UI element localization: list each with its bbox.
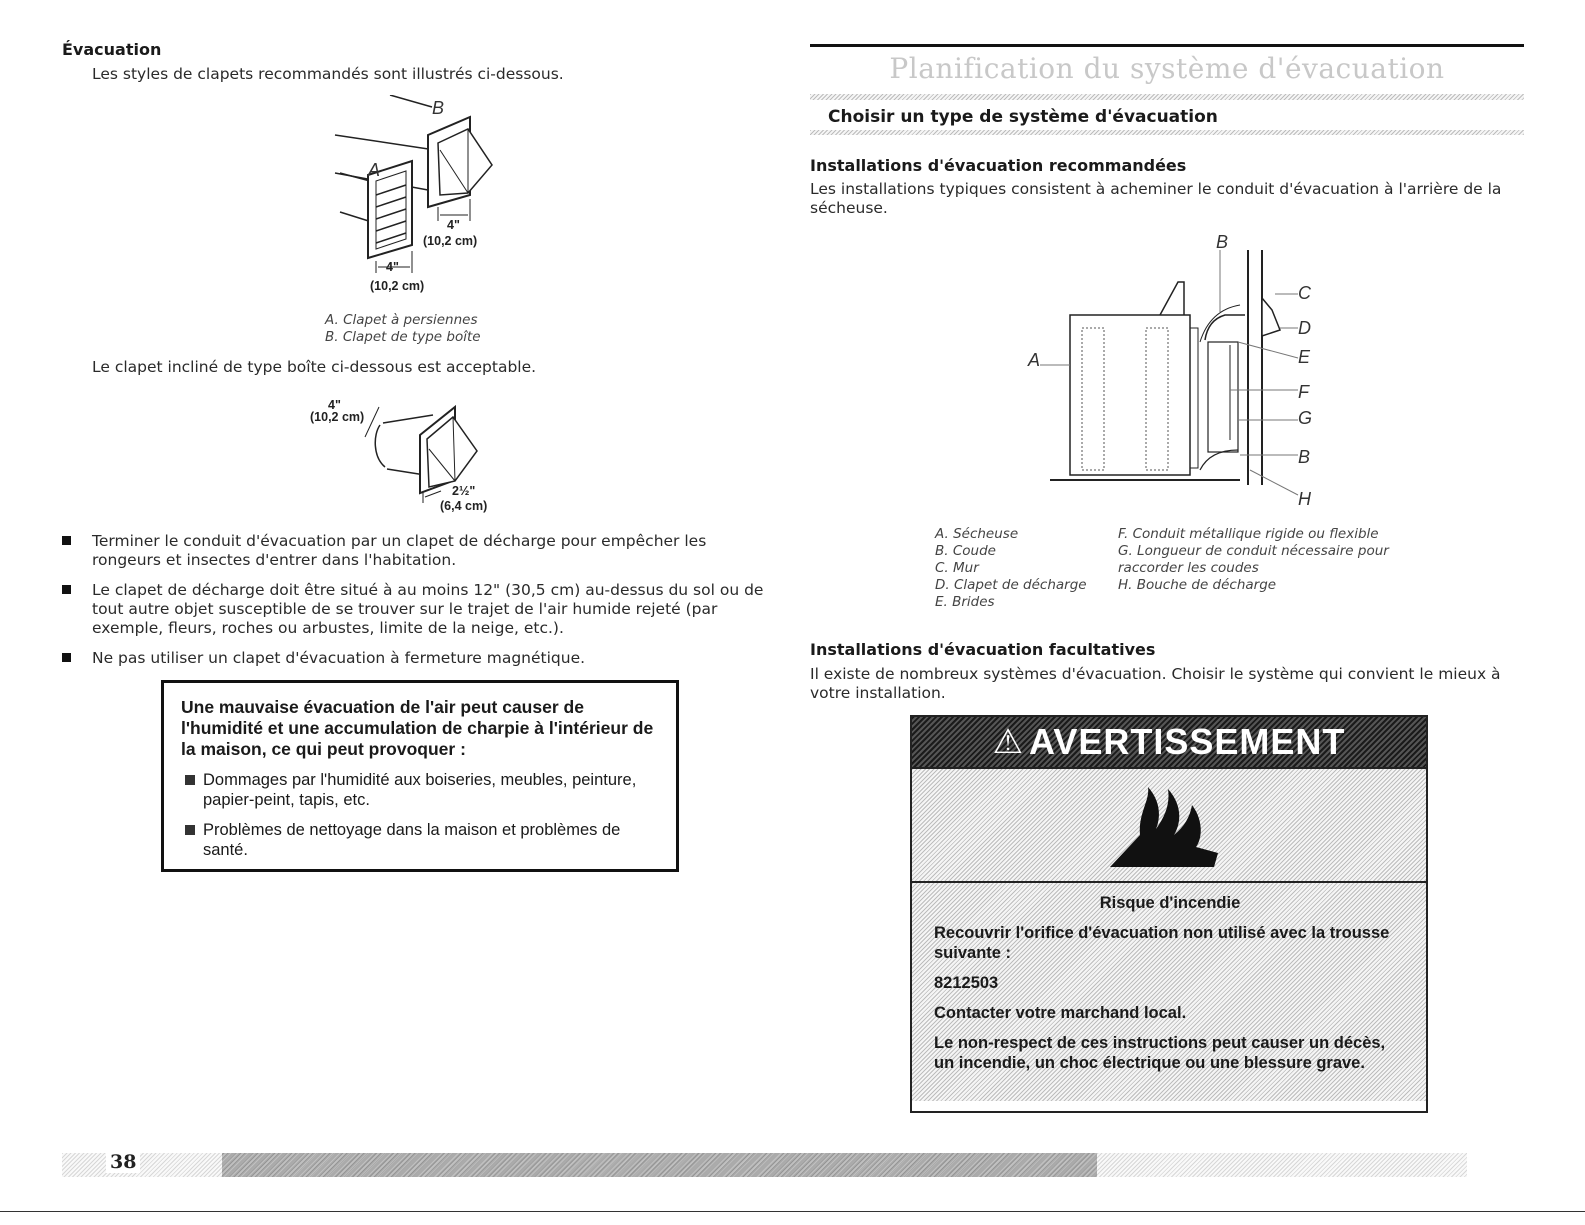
- fig1-caption-a: A. Clapet à persiennes: [325, 312, 478, 328]
- diagram-label-h: H: [1298, 489, 1311, 509]
- optional-text: Il existe de nombreux systèmes d'évacuation. Choisir le système qui convient le mieux à votre installation.: [810, 665, 1501, 702]
- contact-dealer: Contacter votre marchand local.: [934, 1004, 1187, 1022]
- diagram-label-d: D: [1298, 318, 1311, 338]
- legend-item: F. Conduit métallique rigide ou flexible: [1118, 526, 1379, 542]
- kit-number: 8212503: [934, 974, 999, 992]
- diagram-legend-right: [1118, 526, 1398, 594]
- legend-item: D. Clapet de décharge: [935, 577, 1087, 593]
- bullet-square-icon: [62, 585, 71, 594]
- list-item: Ne pas utiliser un clapet d'évacuation à fermeture magnétique.: [62, 649, 777, 668]
- vent-styles-figure: [320, 95, 540, 295]
- subsection-stripe: [810, 130, 1524, 135]
- banner-title: Planification du système d'évacuation: [889, 52, 1445, 85]
- fig1-dim-box-in: 4": [447, 218, 460, 232]
- fire-hazard-icon: [1110, 783, 1220, 869]
- warning-lead: Une mauvaise évacuation de l'air peut causer de l'humidité et une accumulation de charpie à l'intérieur de la maison, ce qui peut provoquer :: [181, 697, 654, 759]
- angled-vent-figure: [355, 395, 505, 510]
- bullet-square-icon: [62, 653, 71, 662]
- fig1-caption-b: B. Clapet de type boîte: [325, 329, 481, 345]
- warning-title: AVERTISSEMENT: [1029, 721, 1346, 762]
- fire-symbol-panel: [912, 767, 1426, 883]
- diagram-label-c: C: [1298, 283, 1311, 303]
- optional-heading: Installations d'évacuation facultatives: [810, 640, 1156, 659]
- fig1-label-b: B: [432, 98, 445, 118]
- warning-triangle-icon: ⚠: [992, 722, 1024, 762]
- fig2-dim-diam-in: 4": [328, 398, 341, 412]
- fig1-dim-louver-in: 4": [386, 260, 399, 274]
- consequence-text: Le non-respect de ces instructions peut causer un décès, un incendie, un choc électrique ou une blessure grave.: [934, 1034, 1386, 1072]
- fig2-dim-gap-in: 2½": [452, 484, 476, 498]
- warning-item: Dommages par l'humidité aux boiseries, meubles, peinture, papier-peint, tapis, etc.: [181, 770, 662, 810]
- diagram-label-e: E: [1298, 347, 1311, 367]
- bullet-square-icon: [185, 775, 195, 785]
- page-number: 38: [106, 1151, 140, 1173]
- section-title-evacuation: Évacuation: [62, 40, 162, 59]
- humidity-warning-box: [161, 680, 679, 872]
- bullet-square-icon: [185, 825, 195, 835]
- diagram-label-g: G: [1298, 408, 1313, 428]
- warning-item: Problèmes de nettoyage dans la maison et problèmes de santé.: [181, 820, 662, 860]
- fig2-intro: Le clapet incliné de type boîte ci-dessous est acceptable.: [92, 358, 537, 376]
- page-bottom-rule: [0, 1211, 1585, 1212]
- legend-item: G. Longueur de conduit nécessaire pour raccorder les coudes: [1118, 543, 1389, 576]
- legend-item: H. Bouche de décharge: [1118, 577, 1277, 593]
- fig2-dim-diam-cm: (10,2 cm): [310, 410, 365, 424]
- diagram-label-f: F: [1298, 382, 1309, 402]
- diagram-label-b-top: B: [1216, 232, 1229, 252]
- intro-text: Les styles de clapets recommandés sont illustrés ci-dessous.: [92, 65, 564, 83]
- fig1-dim-louver-cm: (10,2 cm): [370, 279, 425, 293]
- fire-warning-box: [910, 715, 1428, 1113]
- legend-item: E. Brides: [935, 594, 995, 610]
- legend-item: A. Sécheuse: [935, 526, 1019, 542]
- fig1-dim-box-cm: (10,2 cm): [423, 234, 478, 248]
- diagram-label-a: A: [1028, 350, 1041, 370]
- warning-header: [912, 717, 1426, 767]
- subsection-title: Choisir un type de système d'évacuation: [828, 107, 1218, 127]
- hazard-title: Risque d'incendie: [1099, 894, 1241, 912]
- diagram-legend-left: [935, 526, 1105, 611]
- fig2-dim-gap-cm: (6,4 cm): [440, 499, 488, 513]
- recommended-installation-diagram: [1040, 250, 1320, 505]
- footer-band-dark: [222, 1153, 1097, 1177]
- warning-body: [912, 883, 1426, 1101]
- legend-item: C. Mur: [935, 560, 979, 576]
- recommended-text: Les installations typiques consistent à acheminer le conduit d'évacuation à l'arrière de la sécheuse.: [810, 180, 1502, 217]
- bullet-square-icon: [62, 536, 71, 545]
- fig1-label-a: A: [368, 160, 381, 180]
- legend-item: B. Coude: [935, 543, 996, 559]
- recommended-heading: Installations d'évacuation recommandées: [810, 156, 1187, 175]
- requirements-list: [62, 532, 777, 679]
- warning-instruction: Recouvrir l'orifice d'évacuation non utilisé avec la trousse suivante :: [934, 924, 1390, 962]
- banner-stripe: [810, 94, 1524, 100]
- diagram-label-b-bottom: B: [1298, 447, 1311, 467]
- banner-top-rule: [810, 44, 1524, 47]
- list-item: Terminer le conduit d'évacuation par un clapet de décharge pour empêcher les rongeurs et insectes d'entrer dans l'habitation.: [62, 532, 777, 570]
- list-item: Le clapet de décharge doit être situé à au moins 12" (30,5 cm) au-dessus du sol ou de tout autre objet susceptible de se trouver sur le trajet de l'air humide rejeté (par exemple, fleurs, roches ou arbustes, limite de la neige, etc.).: [62, 581, 777, 638]
